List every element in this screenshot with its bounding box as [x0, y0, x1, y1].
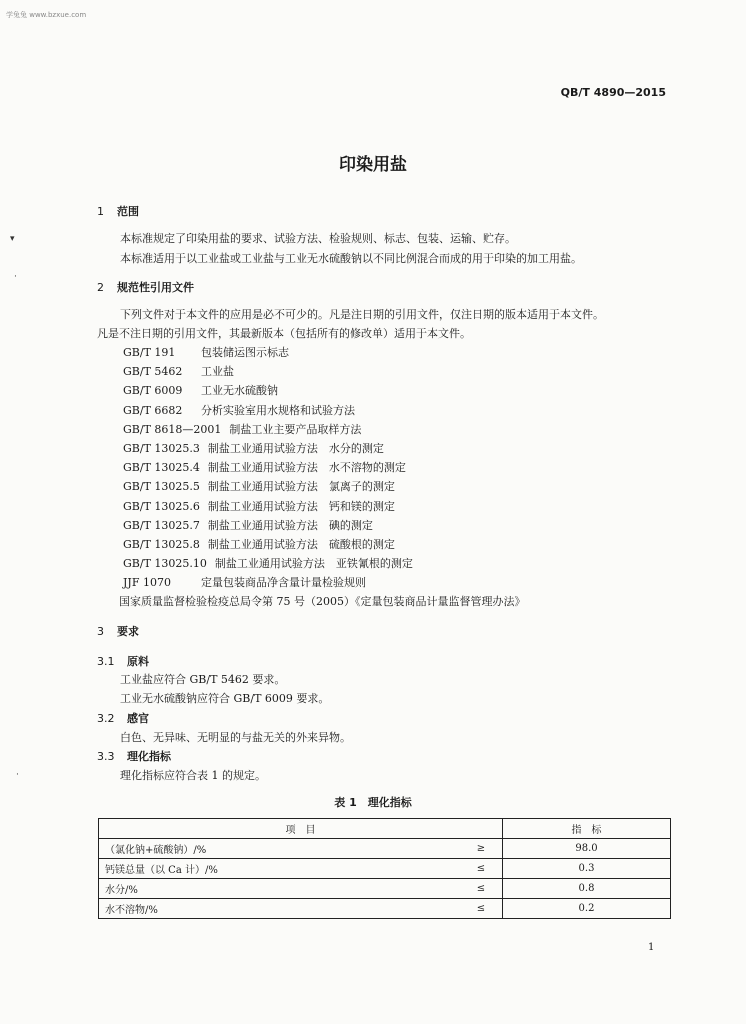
section-1-heading [97, 203, 139, 219]
reference-code: GB/T 191 [123, 346, 176, 359]
section-3-2-heading [97, 710, 149, 726]
reference-name: 《定量包装商品计量监督管理办法》 [354, 595, 526, 609]
section-number: 3 [97, 625, 104, 638]
scan-artifact-dot: ▾ [10, 234, 15, 244]
table-cell-value: 0.8 [503, 879, 671, 899]
table-header-value: 指 标 [503, 819, 671, 839]
reference-code: GB/T 6009 [123, 384, 183, 398]
reference-name: 制盐工业通用试验方法 氯离子的测定 [207, 480, 395, 494]
reference-item [123, 363, 525, 382]
reference-code: GB/T 13025.7 [123, 518, 200, 532]
section-title: 规范性引用文件 [117, 281, 194, 294]
reference-name: 制盐工业主要产品取样方法 [229, 422, 362, 436]
reference-name: 包装储运图示标志 [201, 346, 289, 359]
reference-code: GB/T 13025.4 [123, 461, 200, 475]
reference-code: GB/T 5462 [123, 365, 183, 379]
section-number: 1 [97, 205, 104, 218]
physicochemical-table [98, 818, 671, 919]
reference-item [123, 440, 525, 459]
page-number: 1 [648, 942, 655, 953]
section-title: 原料 [127, 655, 149, 668]
section-number: 3.2 [97, 712, 115, 725]
table-cell-value: 0.3 [503, 859, 671, 879]
reference-code: GB/T 8618—2001 [123, 422, 222, 436]
table-header-item: 项 目 [99, 819, 503, 839]
section-2-heading [97, 279, 194, 295]
reference-code: GB/T 13025.6 [123, 499, 200, 513]
section-3-2-paragraph-1: 白色、无异味、无明显的与盐无关的外来异物。 [120, 731, 351, 744]
section-3-3-heading [97, 748, 171, 764]
table-cell-value: 0.2 [503, 899, 671, 919]
section-number: 2 [97, 281, 104, 294]
normative-references-list [119, 344, 526, 613]
section-3-1-paragraph-1: 工业盐应符合 GB/T 5462 要求。 [120, 673, 286, 686]
reference-name: 工业无水硫酸钠 [201, 384, 278, 398]
section-1-paragraph-2: 本标准适用于以工业盐或工业盐与工业无水硫酸钠以不同比例混合而成的用于印染的加工用盐。 [120, 252, 582, 265]
reference-code: GB/T 6682 [123, 403, 183, 417]
reference-name: 制盐工业通用试验方法 硫酸根的测定 [207, 537, 395, 551]
section-3-1-paragraph-2: 工业无水硫酸钠应符合 GB/T 6009 要求。 [120, 692, 330, 705]
reference-code: JJF 1070 [123, 576, 171, 590]
reference-item [119, 593, 525, 612]
document-title: 印染用盐 [339, 155, 407, 175]
table-cell-item: 钙镁总量（以 Ca 计）/% [99, 859, 461, 879]
table-header-row [99, 819, 671, 839]
scan-artifact-dot: · [16, 770, 19, 780]
reference-item [123, 574, 525, 593]
reference-name: 制盐工业通用试验方法 水不溶物的测定 [207, 461, 406, 475]
reference-name: 制盐工业通用试验方法 碘的测定 [207, 518, 373, 532]
table-cell-item: （氯化钠+硫酸钠）/% [99, 839, 461, 859]
table-row [99, 879, 671, 899]
reference-code: 国家质量监督检验检疫总局令第 75 号（2005） [119, 595, 355, 609]
section-title: 理化指标 [127, 750, 171, 763]
section-number: 3.1 [97, 655, 115, 668]
reference-item [123, 478, 525, 497]
reference-item [123, 459, 525, 478]
reference-name: 定量包装商品净含量计量检验规则 [201, 576, 366, 590]
section-3-heading [97, 623, 139, 639]
reference-name: 工业盐 [201, 365, 234, 379]
reference-item [123, 344, 525, 363]
section-1-paragraph-1: 本标准规定了印染用盐的要求、试验方法、检验规则、标志、包装、运输、贮存。 [120, 232, 516, 245]
table-cell-item: 水不溶物/% [99, 899, 461, 919]
reference-item [123, 536, 525, 555]
reference-code: GB/T 13025.5 [123, 480, 200, 494]
table-cell-operator: ≥ [460, 839, 503, 859]
section-title: 要求 [117, 625, 139, 638]
section-3-3-paragraph-1: 理化指标应符合表 1 的规定。 [120, 769, 266, 782]
section-2-paragraph-1b: 凡是不注日期的引用文件，其最新版本（包括所有的修改单）适用于本文件。 [97, 327, 471, 340]
section-3-1-heading [97, 653, 149, 669]
reference-item [123, 498, 525, 517]
section-title: 感官 [127, 712, 149, 725]
reference-code: GB/T 13025.3 [123, 441, 200, 455]
reference-item [123, 555, 525, 574]
table-cell-item: 水分/% [99, 879, 461, 899]
scan-artifact-dot: · [14, 272, 17, 282]
reference-item [123, 421, 525, 440]
table-cell-operator: ≤ [460, 899, 503, 919]
table-cell-value: 98.0 [503, 839, 671, 859]
reference-name: 制盐工业通用试验方法 水分的测定 [207, 441, 384, 455]
table-row [99, 899, 671, 919]
table-row [99, 839, 671, 859]
section-title: 范围 [117, 205, 139, 218]
watermark: 学兔兔 www.bzxue.com [6, 11, 87, 19]
standard-code: QB/T 4890—2015 [560, 86, 666, 99]
reference-name: 制盐工业通用试验方法 亚铁氰根的测定 [214, 557, 413, 571]
table-caption: 表 1 理化指标 [334, 796, 412, 809]
table-row [99, 859, 671, 879]
reference-item [123, 517, 525, 536]
reference-name: 制盐工业通用试验方法 钙和镁的测定 [207, 499, 395, 513]
reference-code: GB/T 13025.8 [123, 537, 200, 551]
table-cell-operator: ≤ [460, 879, 503, 899]
reference-code: GB/T 13025.10 [123, 557, 207, 571]
reference-name: 分析实验室用水规格和试验方法 [201, 403, 355, 417]
section-2-paragraph-1a: 下列文件对于本文件的应用是必不可少的。凡是注日期的引用文件，仅注日期的版本适用于本文件。 [120, 308, 604, 321]
reference-item [123, 402, 525, 421]
reference-item [123, 382, 525, 401]
table-cell-operator: ≤ [460, 859, 503, 879]
section-number: 3.3 [97, 750, 115, 763]
